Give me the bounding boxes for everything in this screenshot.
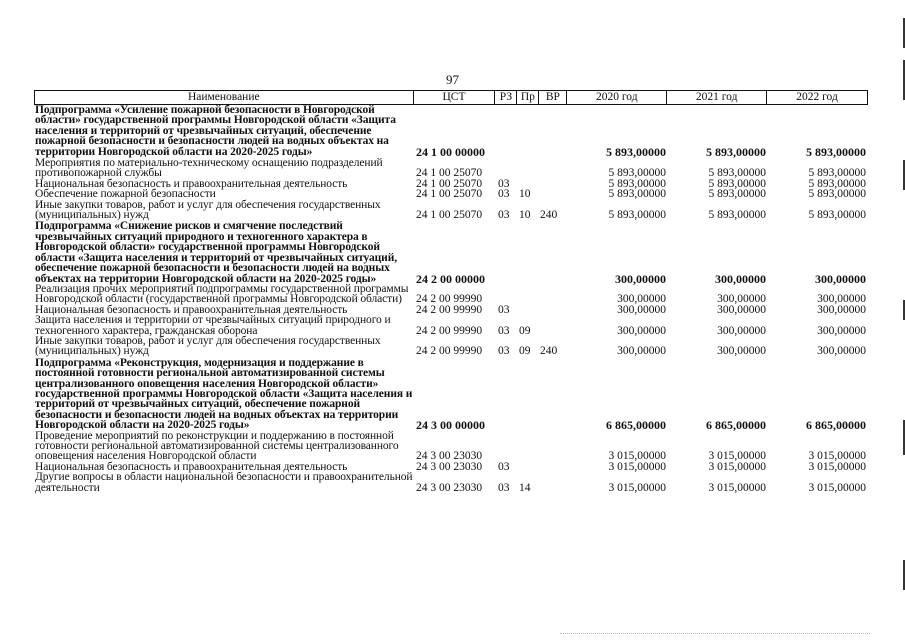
row-name: Мероприятия по материально-техническому оснащению подразделений противопожарной службы [35,157,383,180]
header-2021: 2021 год [667,91,767,104]
row-name: Подпрограмма «Усиление пожарной безопасности в Новгородской области» государственной программы Новгородской области «Защита населения и территорий от чрезвычайных ситуаций, обеспечение пожарной безопасности и безопасности людей на водных объектах на территории Новгородской области на 2020-2025 годы» [35,104,396,158]
row-2020: 3 015,00000 [608,460,666,473]
row-2021: 3 015,00000 [708,460,766,473]
row-2021: 5 893,00000 [706,144,766,159]
row-2020: 300,00000 [615,271,666,286]
row-2021: 3 015,00000 [708,481,766,494]
row-rz: 03 [498,188,510,201]
row-cst: 24 1 00 00000 [416,144,485,159]
row-2022: 300,00000 [815,271,866,286]
row-rz: 03 [498,345,510,358]
row-pr: 09 [519,324,531,337]
row-name: Реализация прочих мероприятий подпрограммы государственной программы Новгородской области (государственной программы Новгородской области) [35,282,409,306]
row-pr: 10 [519,209,531,222]
row-2020: 5 893,00000 [608,177,666,190]
row-2020: 300,00000 [617,303,666,316]
row-2022: 5 893,00000 [808,209,866,222]
row-2021: 5 893,00000 [708,167,766,180]
row-cst: 24 1 00 25070 [416,209,483,222]
row-2022: 300,00000 [817,324,866,337]
row-name: Подпрограмма «Реконструкция, модернизация и поддержание в постоянной готовности региональной автоматизированной системы централизованного оповещения населения Новгородской области» государственной программы Новгородской области «Защита населения и территорий от чрезвычайных ситуаций, обеспечение пожарной безопасности и безопасности людей на водных объектах на территории Новгородской области на 2020-2025 годы» [35,356,413,432]
row-name: Защита населения и территории от чрезвычайных ситуаций природного и техногенного характера, гражданская оборона [35,314,391,337]
row-name: Национальная безопасность и правоохранительная деятельность [35,177,348,190]
table-row [34,200,868,221]
row-name: Иные закупки товаров, работ и услуг для обеспечения государственных (муниципальных) нужд [35,198,381,222]
table-row [34,431,868,462]
row-2021: 6 865,00000 [706,418,766,433]
row-rz: 03 [498,460,510,473]
row-rz: 03 [498,177,510,190]
row-2022: 300,00000 [817,293,866,306]
row-name: Другие вопросы в области национальной безопасности и правоохранительной деятельности [35,471,413,494]
page-number: 97 [446,72,459,87]
row-2022: 6 865,00000 [806,418,866,433]
row-name: Проведение мероприятий по реконструкции и поддержанию в постоянной готовности региональной автоматизированной системы централизованного оповещения населения Новгородской области [35,429,399,463]
row-cst: 24 3 00 23030 [416,481,483,494]
row-2021: 300,00000 [717,303,766,316]
row-2020: 300,00000 [617,293,666,306]
header-2020: 2020 год [567,91,667,104]
row-2020: 6 865,00000 [606,418,666,433]
row-rz: 03 [498,303,510,316]
table-row [34,315,868,336]
row-name: Подпрограмма «Снижение рисков и смягчение последствий чрезвычайных ситуаций природного и техногенного характера в Новгородской области» государственной программы Новгородской области «Защита населения и территорий от чрезвычайных ситуаций, обеспечение пожарной безопасности и безопасности людей на водных объектах на территории Новгородской области на 2020-2025 годы» [35,220,397,285]
row-2021: 300,00000 [715,271,766,286]
row-2022: 5 893,00000 [808,177,866,190]
table-header [34,90,868,105]
row-2020: 300,00000 [617,324,666,337]
header-name: Наименование [35,91,414,104]
scan-artifact [560,633,870,635]
row-2022: 300,00000 [817,303,866,316]
subprogram-row [34,220,868,286]
row-rz: 03 [498,324,510,337]
row-2020: 3 015,00000 [608,450,666,463]
row-cst: 24 1 00 25070 [416,167,483,180]
row-2022: 3 015,00000 [808,460,866,473]
row-2020: 5 893,00000 [608,167,666,180]
header-cst: ЦСТ [414,91,496,104]
budget-table [34,90,868,493]
row-2022: 5 893,00000 [808,188,866,201]
row-name: Иные закупки товаров, работ и услуг для обеспечения государственных (муниципальных) нужд [35,334,381,358]
table-row [34,472,868,493]
table-row [34,336,868,357]
row-pr: 09 [519,345,531,358]
row-name: Обеспечение пожарной безопасности [35,188,216,201]
row-cst: 24 1 00 25070 [416,177,483,190]
subprogram-row [34,105,868,157]
row-cst: 24 3 00 00000 [416,418,485,433]
row-cst: 24 3 00 23030 [416,460,483,473]
subprogram-row [34,358,868,431]
row-cst: 24 2 00 99990 [416,293,483,306]
row-cst: 24 2 00 99990 [416,303,483,316]
table-row [34,284,868,305]
header-vr: ВР [539,91,567,104]
row-name: Национальная безопасность и правоохранительная деятельность [35,303,348,316]
row-2021: 5 893,00000 [708,209,766,222]
row-cst: 24 2 00 99990 [416,324,483,337]
row-name: Национальная безопасность и правоохранительная деятельность [35,460,348,473]
row-2021: 300,00000 [717,324,766,337]
row-2021: 3 015,00000 [708,450,766,463]
table-body [34,105,868,493]
row-cst: 24 2 00 00000 [416,271,485,286]
row-2022: 3 015,00000 [808,481,866,494]
row-cst: 24 1 00 25070 [416,188,483,201]
row-2022: 5 893,00000 [808,167,866,180]
row-2022: 300,00000 [817,345,866,358]
row-2020: 5 893,00000 [608,209,666,222]
row-cst: 24 2 00 99990 [416,345,483,358]
row-pr: 10 [519,188,531,201]
row-2020: 3 015,00000 [608,481,666,494]
row-2021: 5 893,00000 [708,188,766,201]
row-2021: 300,00000 [717,345,766,358]
row-pr: 14 [519,481,531,494]
row-2020: 300,00000 [617,345,666,358]
row-vr: 240 [540,209,558,222]
row-rz: 03 [498,481,510,494]
scan-edge-marks [901,0,905,640]
row-vr: 240 [540,345,558,358]
row-2020: 5 893,00000 [606,144,666,159]
header-rz: РЗ [495,91,517,104]
header-pr: Пр [517,91,539,104]
row-2022: 3 015,00000 [808,450,866,463]
row-rz: 03 [498,209,510,222]
row-2022: 5 893,00000 [806,144,866,159]
header-2022: 2022 год [796,91,838,103]
row-2020: 5 893,00000 [608,188,666,201]
row-2021: 5 893,00000 [708,177,766,190]
table-row [34,158,868,179]
row-2021: 300,00000 [717,293,766,306]
row-cst: 24 3 00 23030 [416,450,483,463]
